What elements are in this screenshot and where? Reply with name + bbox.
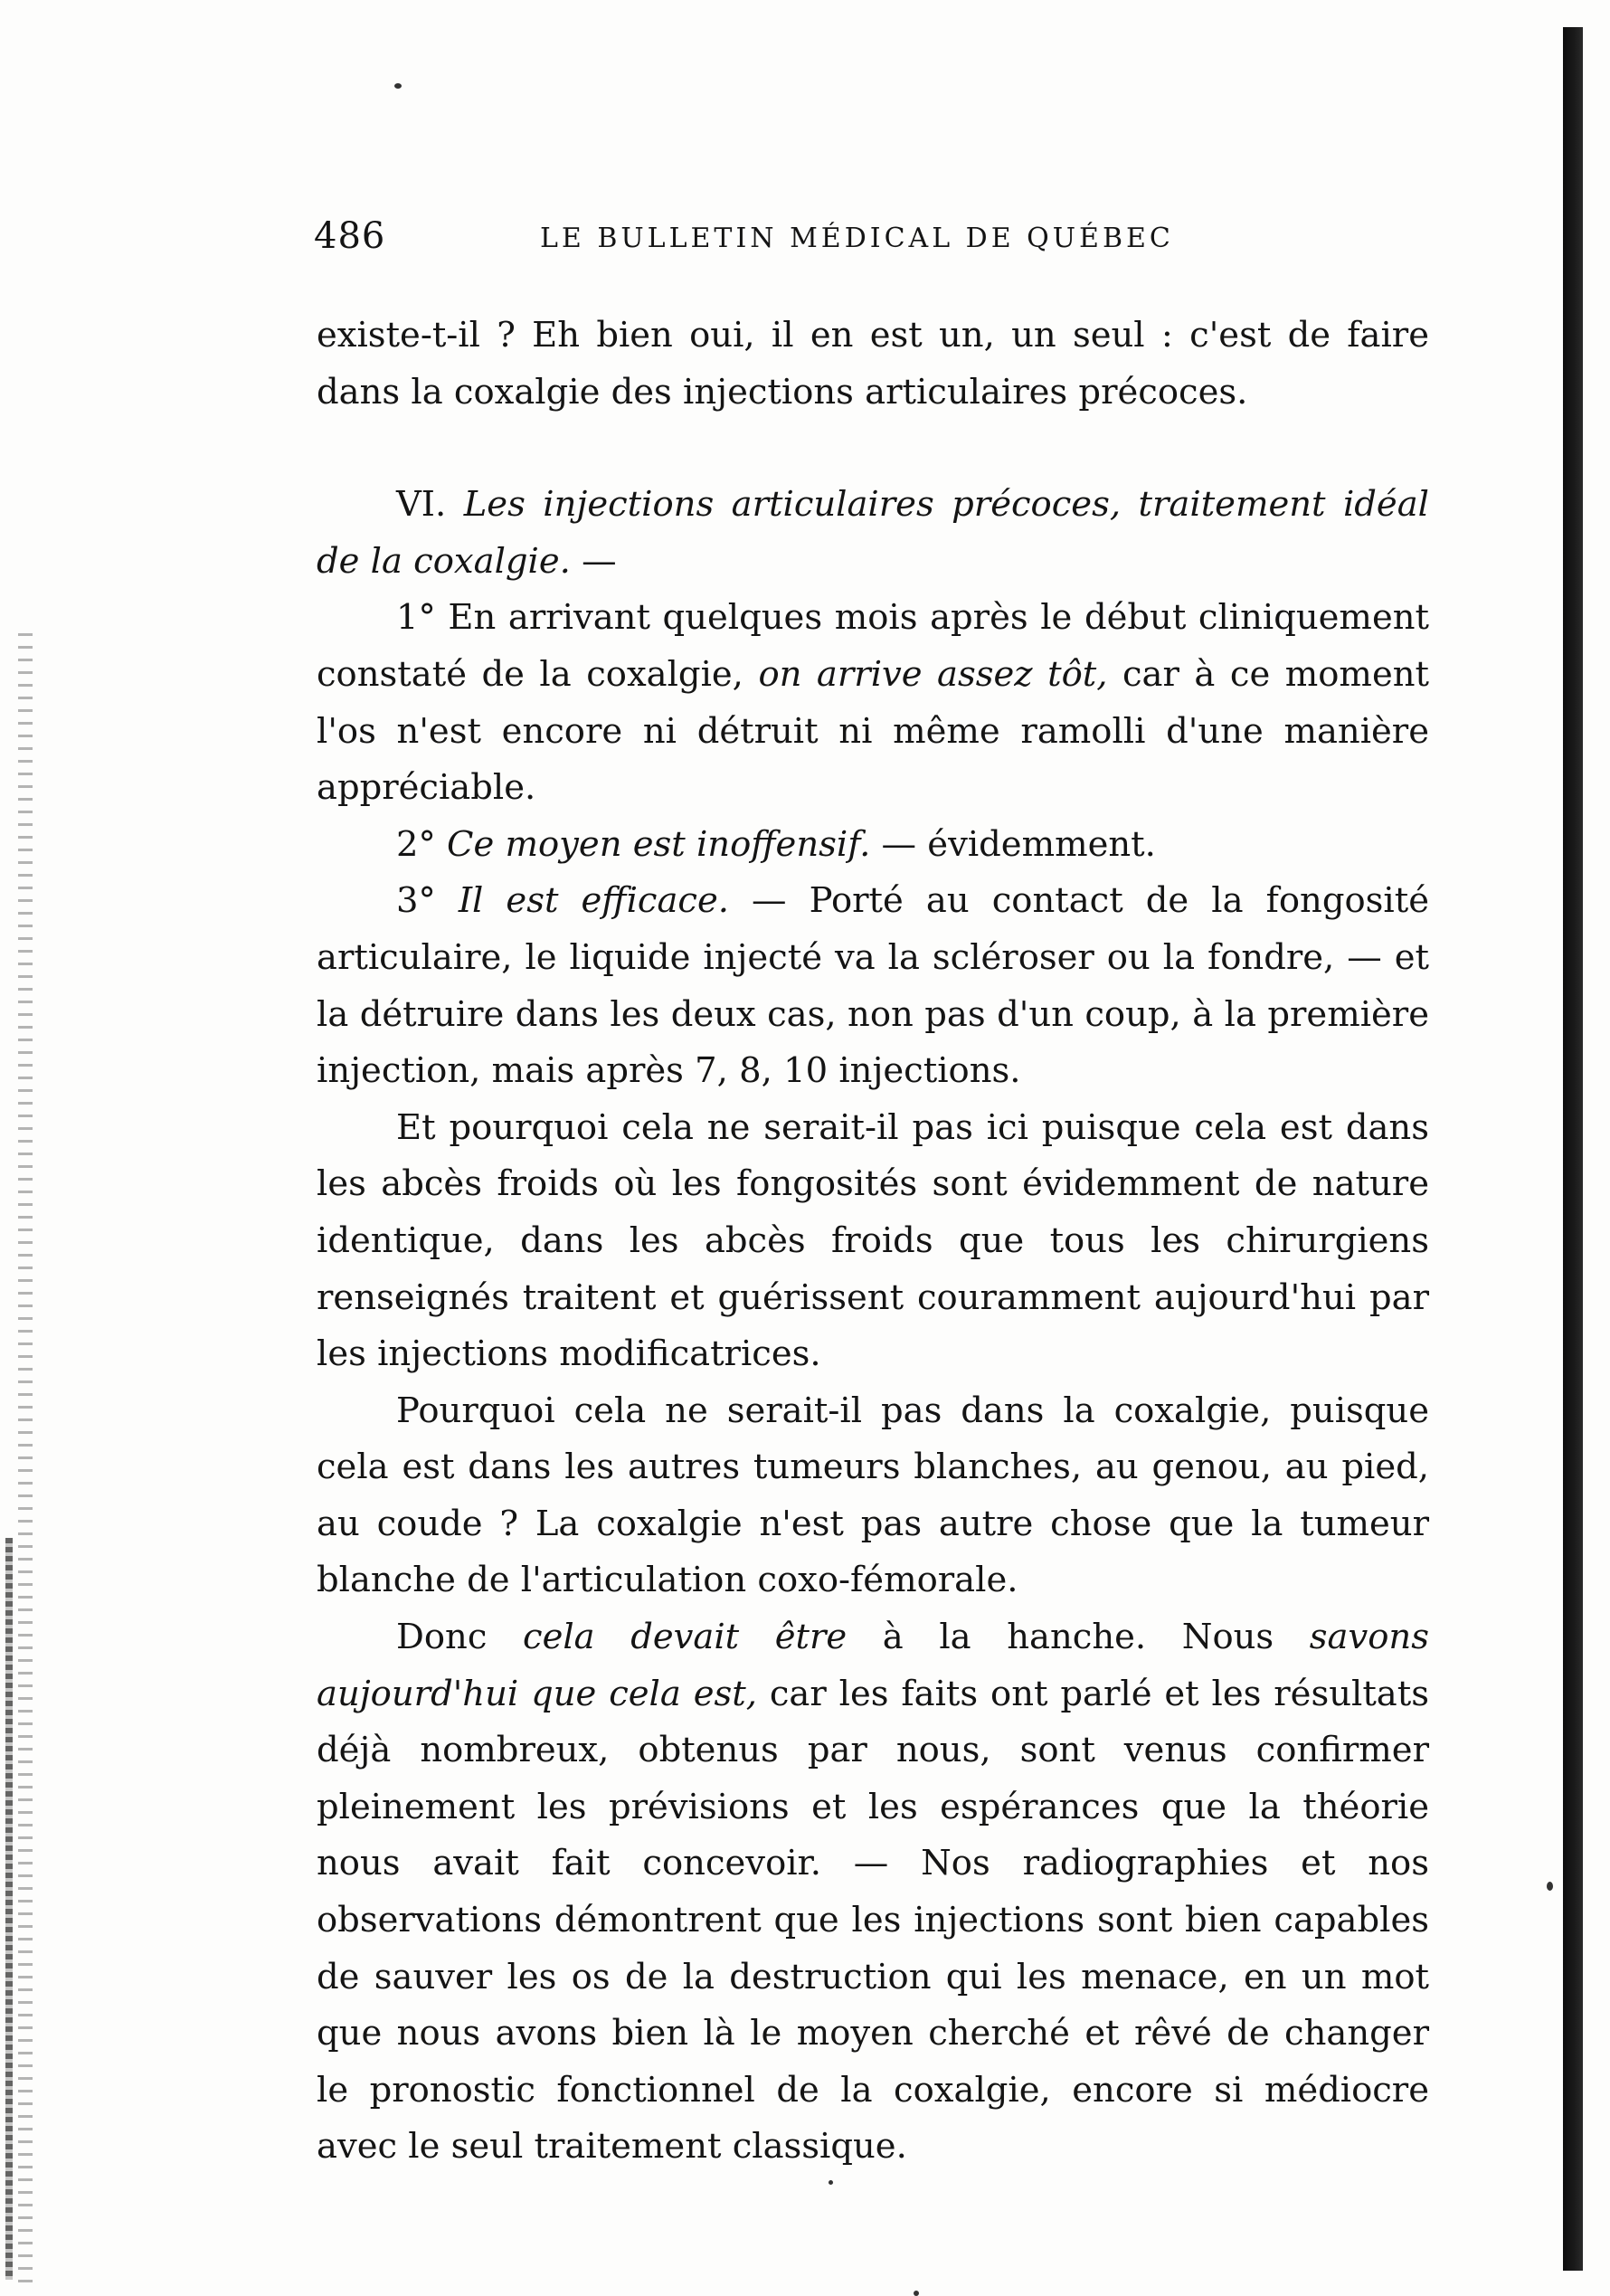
scan-margin-noise-lower [5, 1538, 13, 2280]
conclusion-text-c: car les faits ont parlé et les résultats déjà nombreux, obtenus par nous, sont venus confirmer pleinement les prévisions et les espérances que la théorie nous avait fait concevoir. — Nos radiographies et nos observations démontrent que les injections sont bien capables de sauver les os de la destruction qui les menace, en un mot que nous avons bien là le moyen cherché et rêvé de changer le pronostic fonctionnel de la coxalgie, encore si médiocre avec le seul traitement classique. [317, 1673, 1429, 2168]
conclusion-italic-a: cela devait être [523, 1617, 848, 1658]
list-item-1 [317, 590, 1429, 816]
journal-title: LE BULLETIN MÉDICAL DE QUÉBEC [540, 223, 1174, 254]
list-item-1-text-b: car à ce moment l'os n'est encore ni détruit ni même ramolli d'une manière appréciable. [317, 653, 1429, 809]
list-item-2 [317, 817, 1429, 874]
paragraph-abces-froids: Et pourquoi cela ne serait-il pas ici puisque cela est dans les abcès froids où les fongosités sont évidemment de nature identique, dans les abcès froids que tous les chirurgiens renseignés traitent et guérissent couramment aujourd'hui par les injections modificatrices. [317, 1106, 1429, 1375]
conclusion-italic-b: savons aujourd'hui que cela est, [317, 1617, 1429, 1714]
scan-margin-noise [18, 633, 33, 2289]
conclusion-text-b: à la hanche. Nous [847, 1617, 1310, 1658]
list-marker-2: 2° [396, 823, 436, 865]
scan-speck [914, 2291, 919, 2296]
section-dash: — [570, 540, 617, 582]
scan-speck [1547, 1882, 1553, 1891]
list-item-3-italic: Il est efficace. [435, 880, 729, 922]
section-numeral: VI. [396, 484, 447, 526]
list-item-3-text: — Porté au contact de la fongosité articulaire, le liquide injecté va la scléroser ou la fondre, — et la détruire dans les deux cas, non pas d'un coup, à la première injection, mais après 7, 8, 10 injections. [317, 880, 1429, 1092]
scan-speck [394, 83, 402, 89]
list-item-1-italic: on arrive assez tôt, [758, 653, 1108, 695]
list-item-2-text: — évidemment. [870, 823, 1156, 865]
paragraph-tumeurs-blanches: Pourquoi cela ne serait-il pas dans la coxalgie, puisque cela est dans les autres tumeurs blanches, au genou, au pied, au coude ? La coxalgie n'est pas autre chose que la tumeur blanche de l'articulation coxo-fémorale. [317, 1390, 1429, 1601]
section-title: Les injections articulaires précoces, traitement idéal de la coxalgie. [317, 484, 1429, 582]
list-marker-3: 3° [396, 880, 436, 922]
scan-edge-shadow [1563, 27, 1583, 2271]
list-marker-1: 1° [396, 597, 436, 639]
conclusion-text-a: Donc [396, 1617, 524, 1658]
list-item-3 [317, 873, 1429, 1099]
paragraph-continuation: existe-t-il ? Eh bien oui, il en est un, un seul : c'est de faire dans la coxalgie des injections articulaires précoces. [317, 315, 1429, 413]
list-item-2-italic: Ce moyen est inoffensif. [435, 823, 871, 865]
section-heading [317, 477, 1429, 590]
article-body [317, 308, 1429, 2176]
scan-speck [829, 2180, 833, 2185]
running-header [314, 215, 1426, 262]
page-number: 486 [314, 215, 386, 257]
list-item-1-text-a: En arrivant quelques mois après le début cliniquement constaté de la coxalgie, [317, 597, 1429, 695]
paragraph-conclusion [317, 1609, 1429, 2176]
